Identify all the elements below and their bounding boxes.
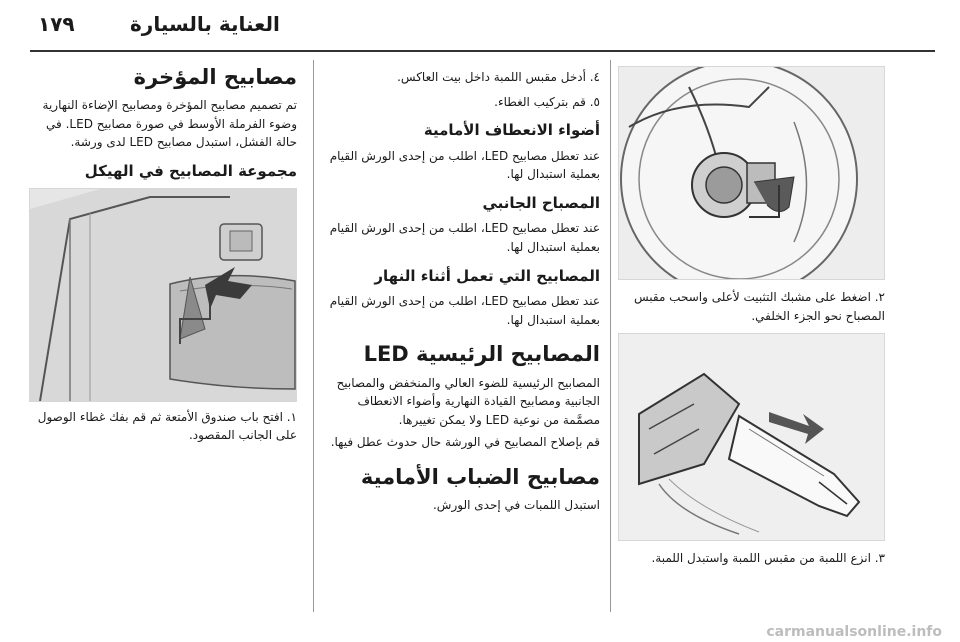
section-title-front-turn-signals: أضواء الانعطاف الأمامية xyxy=(423,121,600,140)
step-1: ١. افتح باب صندوق الأمتعة ثم قم بفك غطاء الوصول على الجانب المقصود. xyxy=(37,409,297,443)
column-middle xyxy=(318,62,600,519)
column-left xyxy=(620,62,885,572)
section-text-daytime-running-lights: عند تعطل مصابيح LED، اطلب من إحدى الورش القيام بعملية استبدال لها. xyxy=(329,294,600,327)
step-5: ٥. قم بتركيب الغطاء. xyxy=(494,94,600,109)
section-text-led-headlights-2: قم بإصلاح المصابيح في الورشة حال حدوث عطل فيها. xyxy=(330,435,600,450)
page-number: ١٧٩ xyxy=(38,12,75,36)
page-header xyxy=(30,8,930,48)
step-3: ٣. انزع اللمبة من مقبس اللمبة واستبدل اللمبة. xyxy=(651,551,885,566)
tail-lights-intro: تم تصميم مصابيح المؤخرة ومصابيح الإضاءة النهارية وضوء الفرملة الأوسط في صورة مصابيح LED. في حالة الفشل، استبدل مصابيح LED لدى ورشة. xyxy=(42,98,297,150)
watermark: carmanualsonline.info xyxy=(766,624,942,640)
trunk-access-cover-illustration xyxy=(29,188,297,402)
header-title: العناية بالسيارة xyxy=(130,12,280,36)
column-right xyxy=(31,62,297,449)
section-text-front-fog-lights: استبدل اللمبات في إحدى الورش. xyxy=(432,498,600,513)
section-title-led-headlights: المصابيح الرئيسية LED xyxy=(363,342,600,367)
section-text-side-lamp: عند تعطل مصابيح LED، اطلب من إحدى الورش القيام بعملية استبدال لها. xyxy=(329,221,600,254)
section-title-daytime-running-lights: المصابيح التي تعمل أثناء النهار xyxy=(374,266,600,285)
subheading-body-lamp-cluster: مجموعة المصابيح في الهيكل xyxy=(84,162,297,181)
section-title-front-fog-lights: مصابيح الضباب الأمامية xyxy=(360,464,600,489)
headlight-socket-illustration xyxy=(618,66,885,280)
section-text-led-headlights-1: المصابيح الرئيسية للضوء العالي والمنخفض والمصابيح الجانبية ومصابيح القيادة النهارية وأضواء الانعطاف مصمَّمة من نوعية LED ولا يمكن تغييرها. xyxy=(336,375,600,427)
section-text-front-turn-signals: عند تعطل مصابيح LED، اطلب من إحدى الورش القيام بعملية استبدال لها. xyxy=(329,148,600,182)
bulb-removal-illustration xyxy=(618,333,885,541)
step-2: ٢. اضغط على مشبك التثبيت لأعلى واسحب مقبس المصباح نحو الجزء الخلفي. xyxy=(633,290,885,323)
section-heading-tail-lights: مصابيح المؤخرة xyxy=(133,65,297,89)
header-rule xyxy=(30,50,935,52)
step-4: ٤. أدخل مقبس اللمبة داخل بيت العاكس. xyxy=(397,70,600,84)
section-title-side-lamp: المصباح الجانبي xyxy=(482,193,600,212)
column-divider xyxy=(610,60,611,612)
column-divider xyxy=(313,60,314,612)
